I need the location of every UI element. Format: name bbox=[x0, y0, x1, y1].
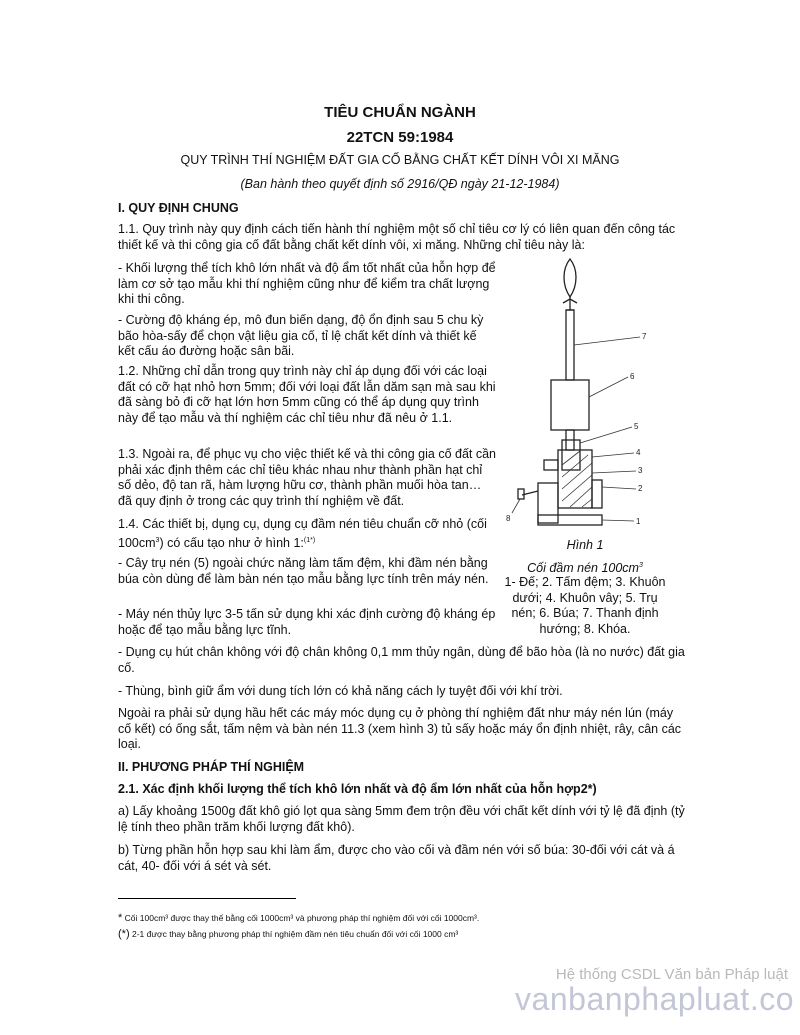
base-icon bbox=[538, 483, 558, 523]
footnote-1-text: Cối 100cm³ được thay thế bằng cối 1000cm³ và phương pháp thí nghiệm đối với cối 1000cm³. bbox=[124, 913, 480, 923]
paragraph-other-equipment: Ngoài ra phải sử dụng hầu hết các máy móc dụng cụ ở phòng thí nghiệm đất như máy nén lún (máy cố kết) có ống sắt, tấm nệm và bàn nén 11.3 (xem hình 3) tủ sấy hoặc máy ổn định nhiệt, rây, cân các loại. bbox=[118, 706, 682, 751]
paragraph-1-2: 1.2. Những chỉ dẫn trong quy trình này chỉ áp dụng đối với các loại đất có cỡ hạt nhỏ hơn 5mm; đối với loại đất lẫn dăm sạn mà sau khi đã sàng bỏ đi cỡ hạt lớn hơn 5mm cũng có thể áp dụng quy trình này để tạo mẫu và thí nghiệm các chỉ tiêu như đã nêu ở 1.1. bbox=[118, 364, 496, 425]
callout-2: 2 bbox=[638, 484, 643, 493]
issuance-note: (Ban hành theo quyết định số 2916/QĐ ngày 21-12-1984) bbox=[240, 177, 560, 191]
watermark-caption: Hệ thống CSDL Văn bản Pháp luật bbox=[555, 966, 788, 983]
paragraph-bullet-6: - Thùng, bình giữ ẩm với dung tích lớn có khả năng cách ly tuyệt đối với khí trời. bbox=[118, 684, 563, 698]
callout-6: 6 bbox=[630, 372, 635, 381]
section-1-heading: I. QUY ĐỊNH CHUNG bbox=[118, 201, 239, 215]
document-subtitle: QUY TRÌNH THÍ NGHIỆM ĐẤT GIA CỐ BẰNG CHẤT KẾT DÍNH VÔI XI MĂNG bbox=[180, 153, 620, 167]
footnote-2-text: 2-1 được thay bằng phương pháp thí nghiệm đầm nén tiêu chuẩn đối với cối 1000 cm³ bbox=[131, 929, 459, 939]
footnote-divider bbox=[118, 898, 296, 899]
paragraph-bullet-2: - Cường độ kháng ép, mô đun biến dạng, độ ổn định sau 5 chu kỳ bão hòa-sấy để chọn vật liệu gia cố, tỉ lệ chất kết dính và thiết kế kết cấu áo đường hoặc sân bãi. bbox=[118, 313, 484, 358]
footnote-2 bbox=[118, 928, 718, 940]
footnote-1-mark: * bbox=[118, 912, 123, 924]
hammer-icon bbox=[551, 380, 589, 430]
figure-title-sup: 3 bbox=[638, 562, 643, 569]
paragraph-bullet-1: - Khối lượng thể tích khô lớn nhất và độ ẩm tốt nhất của hỗn hợp để làm cơ sở tạo mẫu khi thí nghiệm cũng như để kiểm tra chất lượng khi thi công. bbox=[118, 261, 496, 306]
callout-5: 5 bbox=[634, 422, 639, 431]
figure-legend: 1- Đế; 2. Tấm đệm; 3. Khuôn dưới; 4. Khuôn vây; 5. Trụ nén; 6. Búa; 7. Thanh định hướng; 8. Khóa. bbox=[504, 575, 666, 636]
paragraph-bullet-3: - Cây trụ nén (5) ngoài chức năng làm tấm đệm, khi đầm nén bằng búa còn dùng để làm bàn nén tạo mẫu bằng lực tính trên máy nén. bbox=[118, 556, 489, 586]
callout-3: 3 bbox=[638, 466, 643, 475]
figure-label: Hình 1 bbox=[566, 538, 604, 552]
compaction-column-icon bbox=[562, 440, 580, 470]
figure-title bbox=[500, 558, 670, 577]
paragraph-2-1-a: a) Lấy khoảng 1500g đất khô gió lọt qua sàng 5mm đem trộn đều với chất kết dính với tỷ lệ đã định (tỷ lệ tính theo phần trăm khối lượng đất khô). bbox=[118, 804, 685, 834]
footnote-2-mark: (*) bbox=[118, 928, 130, 940]
standard-title: TIÊU CHUẨN NGÀNH bbox=[324, 104, 476, 121]
standard-code: 22TCN 59:1984 bbox=[346, 129, 454, 146]
paragraph-1-4-text-b: ) có cấu tạo như ở hình 1: bbox=[159, 535, 304, 550]
callout-8: 8 bbox=[506, 514, 511, 523]
paragraph-bullet-4: - Máy nén thủy lực 3-5 tấn sử dụng khi xác định cường độ kháng ép hoặc để tạo mẫu bằng lực tĩnh. bbox=[118, 607, 496, 637]
paragraph-2-1-b: b) Từng phần hỗn hợp sau khi làm ẩm, được cho vào cối và đầm nén với số búa: 30-đối với cát và á cát, 40- đối với á sét và sét. bbox=[118, 843, 675, 873]
watermark-site: vanbanphapluat.co bbox=[515, 981, 794, 1017]
figure-title-text: Cối đầm nén 100cm bbox=[527, 561, 639, 576]
footnote-ref-1: (1*) bbox=[303, 536, 316, 544]
paragraph-1-1: 1.1. Quy trình này quy định cách tiến hành thí nghiệm một số chỉ tiêu cơ lý có liên quan đến công tác thiết kế và thi công gia cố đất bằng chất kết dính vôi, xi măng. Những chỉ tiêu này là: bbox=[118, 222, 676, 252]
paragraph-1-4-text-a: 1.4. Các thiết bị, dụng cụ, dụng cụ đầm nén tiêu chuẩn cỡ nhỏ (cối 100cm bbox=[118, 517, 487, 550]
handle-grip-icon bbox=[564, 259, 576, 297]
callout-7: 7 bbox=[642, 332, 647, 341]
footnote-1 bbox=[118, 912, 718, 924]
subsection-2-1-heading: 2.1. Xác định khối lượng thể tích khô lớn nhất và độ ẩm lớn nhất của hỗn hợp2*) bbox=[118, 782, 597, 796]
section-2-heading: II. PHƯƠNG PHÁP THÍ NGHIỆM bbox=[118, 760, 305, 774]
figure-1-drawing bbox=[500, 255, 660, 535]
callout-4: 4 bbox=[636, 448, 641, 457]
superscript-3: 3 bbox=[155, 536, 160, 544]
paragraph-1-4 bbox=[118, 517, 496, 551]
guide-rod-icon bbox=[566, 310, 574, 380]
callout-1: 1 bbox=[636, 517, 641, 526]
paragraph-1-3: 1.3. Ngoài ra, để phục vụ cho việc thiết kế và thi công gia cố đất cần phải xác định thêm các chỉ tiêu khác nhau như thành phần hạt chỉ số dẻo, độ tan rã, hàm lượng hữu cơ, thành phần muối hòa tan… đã quy định ở trong các quy trình thí nghiệm về đất. bbox=[118, 447, 497, 508]
paragraph-bullet-5: - Dụng cụ hút chân không với độ chân không 0,1 mm thủy ngân, dùng để bão hòa (là no nước) đất gia cố. bbox=[118, 645, 685, 675]
